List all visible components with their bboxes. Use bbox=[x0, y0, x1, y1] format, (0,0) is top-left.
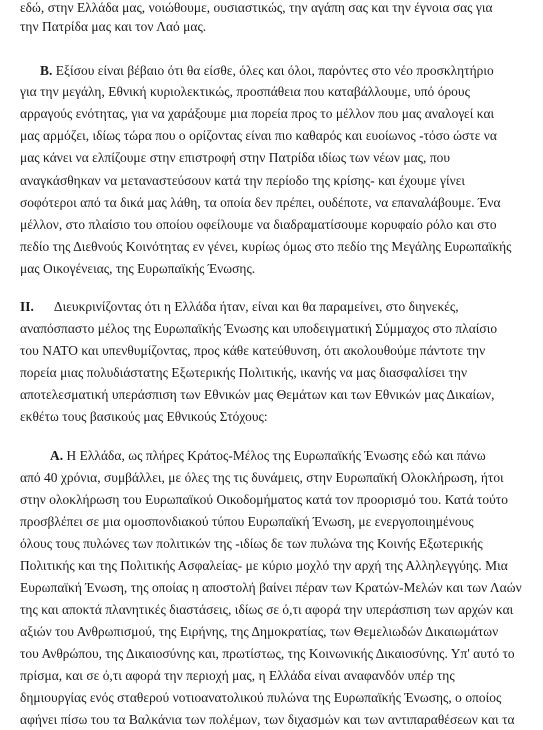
text-line: αναγκάσθηκαν να μεταναστεύσουν κατά την περίοδο της κρίσης- και έχουμε γίνει bbox=[20, 172, 466, 188]
text-line: αρραγούς ενότητας, για να χαράξουμε μια πορεία προς το μέλλον που μας αναλογεί και bbox=[20, 106, 495, 122]
text-line: την Πατρίδα μας και τον Λαό μας. bbox=[20, 19, 207, 35]
text-line: μας κάνει να ελπίζουμε στην επιστροφή στην Πατρίδα ιδίως των νέων μας, που bbox=[20, 150, 451, 166]
section-marker: ΙΙ. bbox=[20, 299, 34, 314]
text-line: στην ολοκλήρωση του Ευρωπαϊκού Οικοδομήματος κατά τον προορισμό του. Κατά τούτο bbox=[20, 491, 508, 507]
text-line: του Ανθρώπου, της Δικαιοσύνης και, πρωτίστως, της Κοινωνικής Δικαιοσύνης. Υπ' αυτό το bbox=[20, 645, 515, 661]
text-line bbox=[20, 299, 459, 315]
text-line: όλους τους πυλώνες των πολιτικών της -ιδίως δε των πυλώνα της Κοινής Εξωτερικής bbox=[20, 535, 483, 551]
text-line: σοφότεροι από τα δικά μας λάθη, τα οποία δεν πρέπει, ουδέποτε, να επαναλάβουμε. Ένα bbox=[20, 194, 501, 210]
text-line: εκθέτω τους βασικούς μας Εθνικούς Στόχους: bbox=[20, 409, 268, 425]
text-line: μας Οικογένειας, της Ευρωπαϊκής Ένωσης. bbox=[20, 260, 256, 276]
text-line: αξιών του Ανθρωπισμού, της Ειρήνης, της Δημοκρατίας, των Θεμελιωδών Δικαιωμάτων bbox=[20, 623, 499, 639]
text-line: Πολιτικής και της Πολιτικής Ασφαλείας- με κύριο μοχλό την αρχή της Αλληλεγγύης. Μια bbox=[20, 557, 508, 573]
text-line: προσβλέπει σε μια ομοσπονδιακού τύπου Ευρωπαϊκή Ένωση, με ενεργοποιημένους bbox=[20, 513, 474, 529]
text-run: Η Ελλάδα, ως πλήρες Κράτος-Μέλος της Ευρωπαϊκής Ένωσης εδώ και πάνω bbox=[63, 447, 486, 463]
text-line: για την μεγάλη, Εθνική κυριολεκτικώς, προσπάθεια που καταβάλλουμε, υπό όρους bbox=[20, 84, 470, 100]
section-marker: Α. bbox=[50, 447, 64, 463]
text-line: εδώ, στην Ελλάδα μας, νοιώθουμε, ουσιαστικώς, την αγάπη σας και την έγνοια σας για bbox=[20, 0, 493, 15]
text-line: αποτελεσματική υπεράσπιση των Εθνικών μας Θεμάτων και των Εθνικών μας Δικαίων, bbox=[20, 387, 495, 403]
text-line: του ΝΑΤΟ και υπενθυμίζοντας, προς κάθε κατεύθυνση, ότι ακολουθούμε πάντοτε την bbox=[20, 343, 486, 359]
text-line: δημιουργίας ενός σταθερού νοτιοανατολικού πυλώνα της Ευρωπαϊκής Ένωσης, ο οποίος bbox=[20, 690, 502, 705]
text-line: πεδίο της Διεθνούς Κοινότητας εν γένει, κυρίως όμως στο πεδίο της Μεγάλης Ευρωπαϊκής bbox=[20, 238, 512, 254]
text-line: μας αρμόζει, ιδίως τώρα που ο ορίζοντας είναι πιο καθαρός και ευοίωνος -τόσο ώστε να bbox=[20, 128, 497, 144]
text-line bbox=[40, 63, 494, 79]
text-line: της και αποκτά πλανητικές διαστάσεις, ιδίως σε ό,τι αφορά την υπεράσπιση των αρχών και bbox=[20, 601, 514, 617]
text-line: αφήνει πίσω του τα Βαλκάνια των πολέμων, των διχασμών και των αντιπαραθέσεων και τα bbox=[20, 712, 515, 727]
text-line: Ευρωπαϊκή Ένωση, της οποίας η αποστολή βαίνει πέραν των Κρατών-Μελών και των Λαών bbox=[20, 579, 522, 595]
section-marker: Β. bbox=[40, 63, 53, 79]
text-run: Διευκρινίζοντας ότι η Ελλάδα ήταν, είναι και θα παραμείνει, στο διηνεκές, bbox=[53, 299, 459, 314]
text-line: μέλλον, στο πλαίσιο του οποίου οφείλουμε να διαδραματίσουμε κορυφαίο ρόλο και στο bbox=[20, 216, 497, 232]
text-line: αναπόσπαστο μέλος της Ευρωπαϊκής Ένωσης και υποδειγματική Σύμμαχος στο πλαίσιο bbox=[20, 321, 498, 336]
text-run: Εξίσου είναι βέβαιο ότι θα είσθε, όλες και όλοι, παρόντες στο νέο προσκλητήριο bbox=[52, 63, 494, 79]
text-line: από 40 χρόνια, συμβάλλει, με όλες της τις δυνάμεις, στην Ευρωπαϊκή Ολοκλήρωση, ήτοι bbox=[20, 469, 504, 485]
text-line: πορεία μιας πολυδιάστατης Εξωτερικής Πολιτικής, ικανής να μας διασφαλίσει την bbox=[20, 365, 468, 381]
text-line bbox=[50, 448, 486, 464]
text-line: πρίσμα, και σε ό,τι αφορά την περιοχή μας, η Ελλάδα είναι αναφανδόν υπέρ της bbox=[20, 667, 455, 683]
